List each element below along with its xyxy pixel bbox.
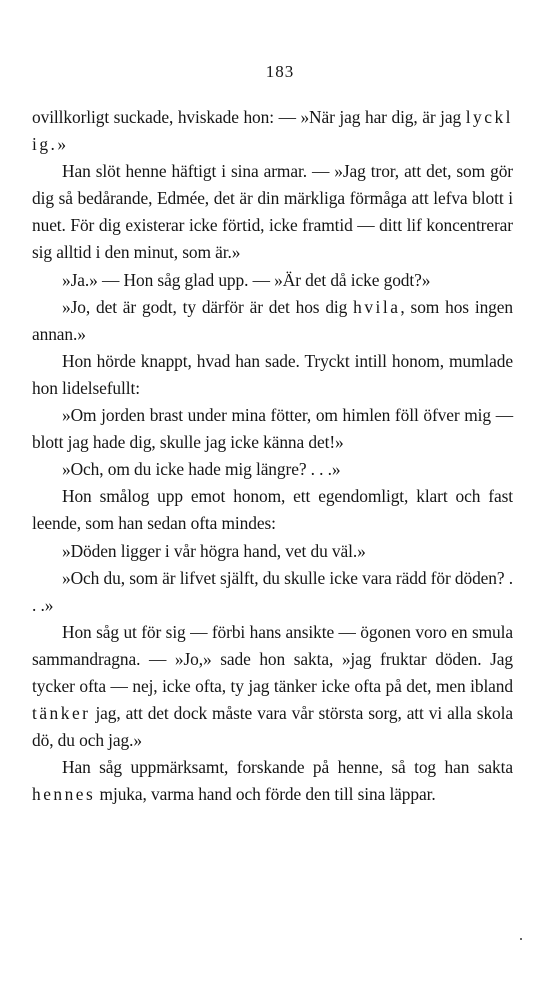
paragraph: [32, 267, 513, 294]
text-run: Han slöt henne häftigt i sina armar. — »Jag tror, att det, som gör dig så bedårande, Edmée, det är din märkliga förmåga att lefva blott i nuet. För dig existerar icke förtid, icke framtid — ditt lif koncentrerar sig alltid i den minut, som är.»: [32, 161, 513, 263]
paragraph: [32, 158, 513, 266]
paragraph: [32, 456, 513, 483]
paragraph: [32, 348, 513, 402]
text-run: »: [57, 134, 66, 155]
text-run: »Om jorden brast under mina fötter, om himlen föll öfver mig — blott jag hade dig, skulle jag icke känna det!»: [32, 405, 513, 453]
paragraph: [32, 619, 513, 754]
paragraph: [32, 754, 513, 808]
emphasized-text: hennes: [32, 784, 96, 805]
text-run: »Jo, det är godt, ty därför är det hos dig: [62, 296, 354, 317]
text-run: mjuka, varma hand och förde den till sina läppar.: [95, 784, 436, 805]
paragraph: [32, 565, 513, 619]
text-run: »Och du, som är lifvet själft, du skulle icke vara rädd för döden? . . .»: [32, 567, 514, 615]
text-run: Hon smålog upp emot honom, ett egendomligt, klart och fast leende, som han sedan ofta mindes:: [32, 486, 513, 534]
text-run: jag, att det dock måste vara vår största sorg, att vi alla skola dö, du och jag.»: [32, 703, 513, 751]
emphasized-text: hvila: [353, 296, 401, 317]
text-run: ovillkorligt suckade, hviskade hon: — »När jag har dig, är jag: [32, 107, 466, 127]
text-run: Hon hörde knappt, hvad han sade. Tryckt intill honom, mumlade hon lidelsefullt:: [32, 350, 513, 398]
text-run: »Döden ligger i vår högra hand, vet du väl.»: [62, 540, 366, 561]
emphasized-text: tänker: [32, 703, 91, 724]
text-run: Hon såg ut för sig — förbi hans ansikte — ögonen voro en smula sammandragna. — »Jo,» sade hon sakta, »jag fruktar döden. Jag tycker ofta — nej, icke ofta, ty jag tänker icke ofta på det, men ibland: [32, 621, 513, 696]
print-speck: [520, 938, 522, 940]
text-run: »Och, om du icke hade mig längre? . . .»: [62, 459, 341, 480]
body-text: [32, 104, 513, 808]
paragraph: [32, 294, 513, 348]
paragraph: [32, 483, 513, 537]
paragraph: [32, 104, 513, 158]
paragraph: [32, 402, 513, 456]
page-number: 183: [265, 62, 295, 81]
text-run: , som hos ingen annan.»: [32, 296, 513, 344]
emphasized-text: lyckl ig.: [32, 107, 513, 155]
text-run: Han såg uppmärksamt, forskande på henne, så tog han sakta: [62, 757, 513, 778]
text-run: »Ja.» — Hon såg glad upp. — »Är det då icke godt?»: [62, 269, 431, 290]
paragraph: [32, 538, 513, 565]
